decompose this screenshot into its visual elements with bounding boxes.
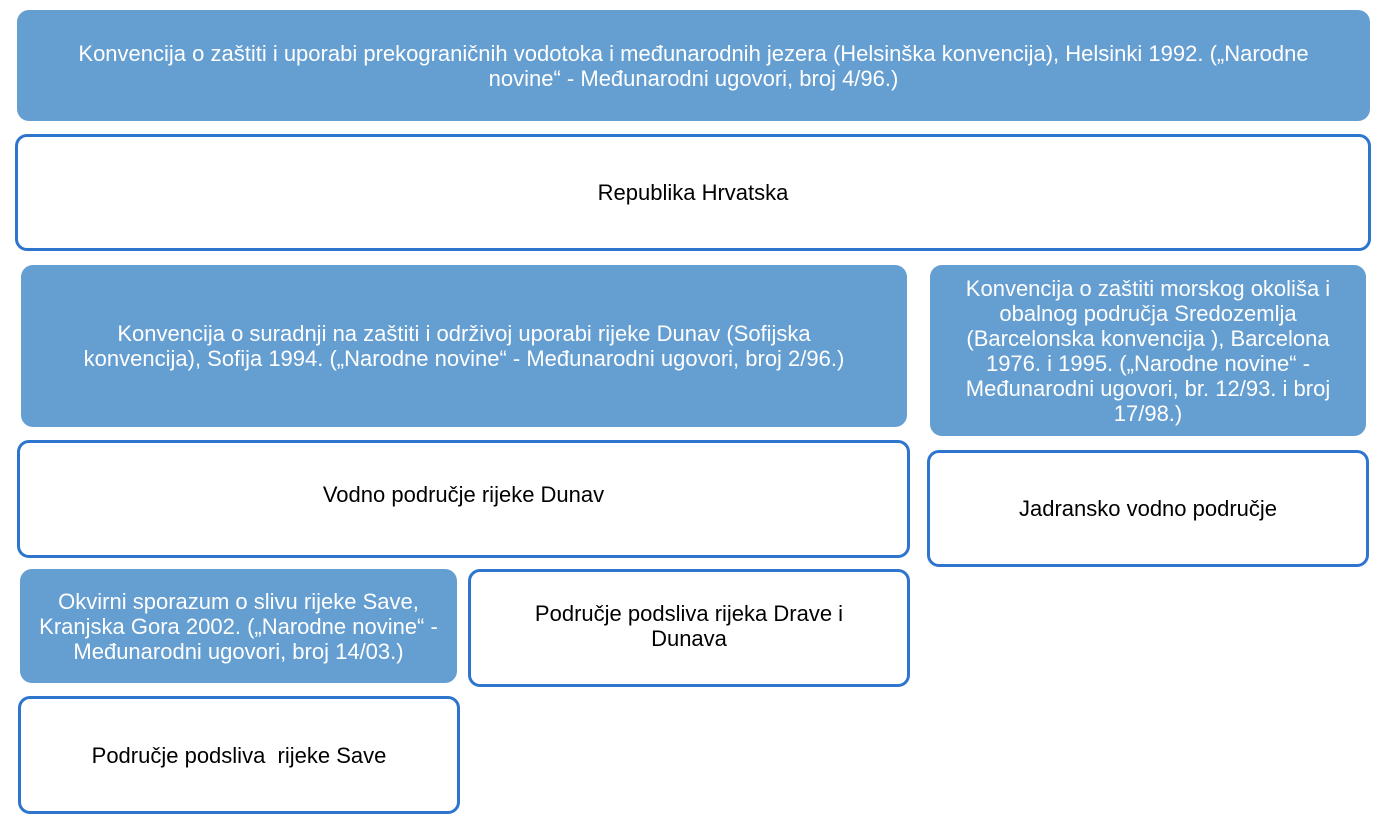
danube-area-box bbox=[17, 440, 910, 558]
barcelona-convention-text: Konvencija o zaštiti morskog okoliša i obalnog područja Sredozemlja (Barcelonska konvencija ), Barcelona 1976. i 1995. („Narodne novine“ - Međunarodni ugovori, br. 12/93. i broj 17/98.) bbox=[965, 275, 1331, 426]
sava-agreement-text: Okvirni sporazum o slivu rijeke Save, Kranjska Gora 2002. („Narodne novine“ - Međunarodni ugovori, broj 14/03.) bbox=[39, 588, 438, 664]
sava-subbasin-box bbox=[18, 696, 460, 814]
republic-text: Republika Hrvatska bbox=[597, 180, 789, 205]
adriatic-area-box bbox=[927, 450, 1369, 567]
drava-subbasin-box bbox=[468, 569, 910, 687]
danube-area-text: Vodno područje rijeke Dunav bbox=[322, 481, 605, 507]
adriatic-area-text: Jadransko vodno područje bbox=[1018, 496, 1278, 521]
helsinki-convention-text: Konvencija o zaštiti i uporabi prekograničnih vodotoka i međunarodnih jezera (Helsinška konvencija), Helsinki 1992. („Narodne novine“ - Međunarodni ugovori, broj 4/96.) bbox=[78, 40, 1309, 91]
sofia-convention-text: Konvencija o suradnji na zaštiti i održivoj uporabi rijeke Dunav (Sofijska konvencija), Sofija 1994. („Narodne novine“ - Međunarodni ugovori, broj 2/96.) bbox=[83, 321, 845, 371]
sava-agreement-box bbox=[20, 569, 457, 683]
barcelona-convention-box bbox=[930, 265, 1366, 436]
helsinki-convention-box bbox=[17, 10, 1370, 121]
sofia-convention-box bbox=[21, 265, 907, 427]
republic-box bbox=[15, 134, 1371, 251]
sava-subbasin-text: Područje podsliva rijeke Save bbox=[91, 742, 387, 768]
drava-subbasin-text: Područje podsliva rijeka Drave i Dunava bbox=[534, 601, 844, 651]
